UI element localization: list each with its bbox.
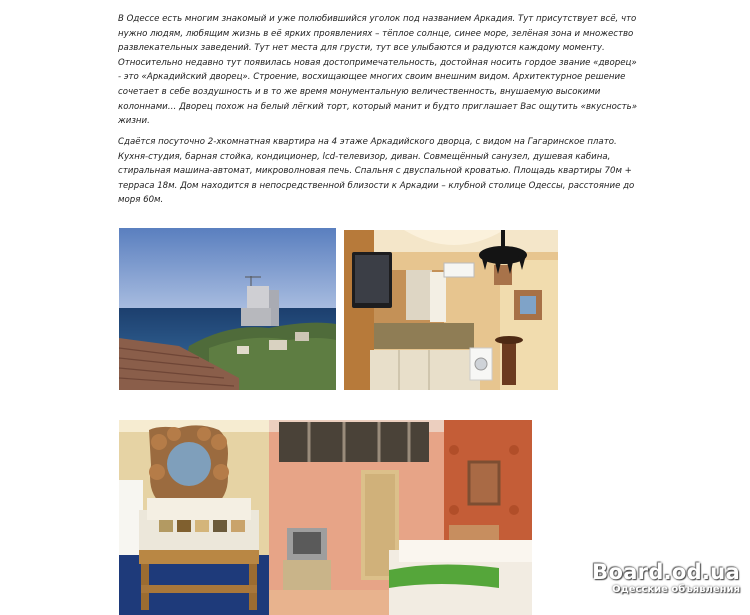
watermark-site-name: Board.od.ua	[592, 560, 740, 584]
kitchen-photo[interactable]	[344, 230, 558, 390]
kitchen-image	[344, 230, 558, 390]
description-paragraph: В Одессе есть многим знакомый и уже полюбившийся уголок под названием Аркадия. Тут присутствует всё, что нужно людям, любящим жизнь в её ярких проявлениях – тёплое солнце, синее море, зелёная зона и множество развлекательных заведений. Тут нет места для грусти, тут все улыбаются и радуются каждому моменту. Относительно недавно тут появилась новая достопримечательность, достойная носить гордое звание «дворец» - это «Аркадийский дворец». Строение, восхищающее многих своим внешним видом. Архитектурное решение сочетает в себе воздушность и в то же время монументальную величественность, внушаемую высокими колоннами… Дворец похож на белый лёгкий торт, который манит и будто приглашает Вас ощутить «вкусность» жизни.	[118, 14, 638, 127]
site-watermark	[592, 560, 740, 596]
living-room-photo[interactable]	[119, 420, 269, 615]
sea-view-photo[interactable]	[119, 228, 336, 390]
sea-view-image	[119, 228, 336, 390]
living-room-image	[119, 420, 269, 615]
rental-details-paragraph: Сдаётся посуточно 2-хкомнатная квартира на 4 этаже Аркадийского дворца, с видом на Гагаринское плато. Кухня-студия, барная стойка, кондиционер, lcd-телевизор, диван. Совмещённый санузел, душевая кабина, стиральная машина-автомат, микроволновая печь. Спальня с двуспальной кроватью. Площадь квартиры 70м + терраса 18м. Дом находится в непосредственной близости к Аркадии – клубной столице Одессы, расстояние до моря 60м.	[118, 137, 635, 206]
watermark-subtitle: Одесские объявления	[612, 584, 740, 595]
bedroom-photo[interactable]	[269, 420, 532, 615]
bedroom-image	[269, 420, 532, 615]
